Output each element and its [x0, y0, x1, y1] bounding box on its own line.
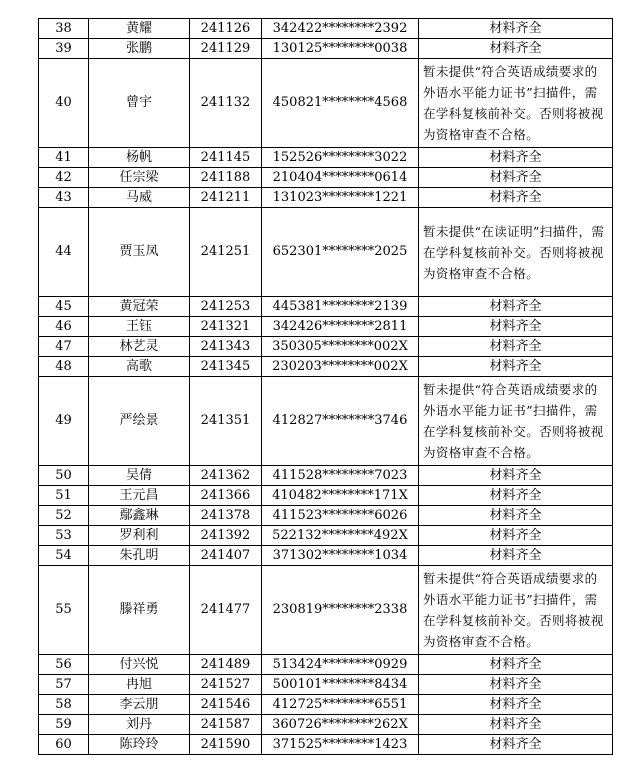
applicant-name: 黄耀 [89, 19, 190, 39]
row-index: 53 [39, 526, 89, 546]
applicant-number: 241211 [190, 188, 262, 208]
row-index: 43 [39, 188, 89, 208]
applicant-name: 李云朋 [89, 695, 190, 715]
applicant-name: 冉旭 [89, 675, 190, 695]
table-row [39, 715, 613, 735]
table-row [39, 695, 613, 715]
row-index: 60 [39, 735, 89, 755]
id-number: 410482********171X [262, 486, 419, 506]
row-index: 38 [39, 19, 89, 39]
applicant-number: 241345 [190, 357, 262, 377]
applicant-name: 罗利利 [89, 526, 190, 546]
id-number: 371525********1423 [262, 735, 419, 755]
review-note: 暂未提供“符合英语成绩要求的外语水平能力证书”扫描件，需在学科复核前补交。否则将被视为资格审查不合格。 [419, 377, 613, 466]
applicant-name: 滕祥勇 [89, 566, 190, 655]
review-table-body [39, 19, 613, 755]
applicant-number: 241477 [190, 566, 262, 655]
applicant-number: 241546 [190, 695, 262, 715]
applicant-name: 贾玉凤 [89, 208, 190, 297]
applicant-name: 曾宇 [89, 59, 190, 148]
applicant-name: 王元昌 [89, 486, 190, 506]
row-index: 48 [39, 357, 89, 377]
review-note: 材料齐全 [419, 297, 613, 317]
applicant-name: 任宗梁 [89, 168, 190, 188]
table-row [39, 188, 613, 208]
table-row [39, 208, 613, 297]
applicant-number: 241527 [190, 675, 262, 695]
table-row [39, 317, 613, 337]
review-note: 材料齐全 [419, 357, 613, 377]
applicant-number: 241392 [190, 526, 262, 546]
applicant-name: 付兴悦 [89, 655, 190, 675]
review-note: 材料齐全 [419, 695, 613, 715]
review-note: 材料齐全 [419, 675, 613, 695]
applicant-number: 241145 [190, 148, 262, 168]
review-note: 材料齐全 [419, 486, 613, 506]
id-number: 411523********6026 [262, 506, 419, 526]
applicant-number: 241351 [190, 377, 262, 466]
id-number: 500101********8434 [262, 675, 419, 695]
id-number: 371302********1034 [262, 546, 419, 566]
row-index: 59 [39, 715, 89, 735]
table-row [39, 19, 613, 39]
review-note: 材料齐全 [419, 526, 613, 546]
applicant-name: 黄冠荣 [89, 297, 190, 317]
row-index: 51 [39, 486, 89, 506]
applicant-name: 高歌 [89, 357, 190, 377]
row-index: 49 [39, 377, 89, 466]
id-number: 445381********2139 [262, 297, 419, 317]
review-note: 材料齐全 [419, 148, 613, 168]
review-note: 材料齐全 [419, 337, 613, 357]
applicant-name: 吴倩 [89, 466, 190, 486]
applicant-number: 241321 [190, 317, 262, 337]
applicant-name: 朱孔明 [89, 546, 190, 566]
applicant-number: 241378 [190, 506, 262, 526]
id-number: 450821********4568 [262, 59, 419, 148]
applicant-number: 241590 [190, 735, 262, 755]
review-note: 材料齐全 [419, 715, 613, 735]
row-index: 40 [39, 59, 89, 148]
table-row [39, 168, 613, 188]
review-note: 材料齐全 [419, 546, 613, 566]
table-row [39, 506, 613, 526]
table-row [39, 377, 613, 466]
row-index: 47 [39, 337, 89, 357]
id-number: 412725********6551 [262, 695, 419, 715]
applicant-name: 严绘景 [89, 377, 190, 466]
id-number: 360726********262X [262, 715, 419, 735]
table-row [39, 526, 613, 546]
row-index: 55 [39, 566, 89, 655]
review-note: 暂未提供“在读证明”扫描件，需在学科复核前补交。否则将被视为资格审查不合格。 [419, 208, 613, 297]
id-number: 513424********0929 [262, 655, 419, 675]
review-note: 材料齐全 [419, 19, 613, 39]
id-number: 412827********3746 [262, 377, 419, 466]
row-index: 41 [39, 148, 89, 168]
applicant-number: 241362 [190, 466, 262, 486]
applicant-name: 马威 [89, 188, 190, 208]
applicant-number: 241343 [190, 337, 262, 357]
review-table [38, 18, 613, 755]
review-note: 材料齐全 [419, 506, 613, 526]
id-number: 230819********2338 [262, 566, 419, 655]
applicant-name: 鄢鑫琳 [89, 506, 190, 526]
id-number: 522132********492X [262, 526, 419, 546]
id-number: 210404********0614 [262, 168, 419, 188]
row-index: 56 [39, 655, 89, 675]
table-row [39, 486, 613, 506]
applicant-number: 241126 [190, 19, 262, 39]
id-number: 230203********002X [262, 357, 419, 377]
table-row [39, 59, 613, 148]
table-row [39, 546, 613, 566]
review-note: 材料齐全 [419, 317, 613, 337]
id-number: 152526********3022 [262, 148, 419, 168]
applicant-name: 王钰 [89, 317, 190, 337]
table-row [39, 357, 613, 377]
review-note: 暂未提供“符合英语成绩要求的外语水平能力证书”扫描件，需在学科复核前补交。否则将被视为资格审查不合格。 [419, 566, 613, 655]
id-number: 342426********2811 [262, 317, 419, 337]
applicant-number: 241407 [190, 546, 262, 566]
applicant-name: 杨帆 [89, 148, 190, 168]
id-number: 350305********002X [262, 337, 419, 357]
table-row [39, 675, 613, 695]
table-row [39, 655, 613, 675]
row-index: 57 [39, 675, 89, 695]
applicant-number: 241188 [190, 168, 262, 188]
review-note: 材料齐全 [419, 188, 613, 208]
applicant-number: 241489 [190, 655, 262, 675]
applicant-number: 241253 [190, 297, 262, 317]
applicant-number: 241129 [190, 39, 262, 59]
table-row [39, 39, 613, 59]
applicant-number: 241251 [190, 208, 262, 297]
row-index: 58 [39, 695, 89, 715]
review-note: 材料齐全 [419, 655, 613, 675]
id-number: 342422********2392 [262, 19, 419, 39]
row-index: 46 [39, 317, 89, 337]
applicant-number: 241587 [190, 715, 262, 735]
table-row [39, 337, 613, 357]
id-number: 411528********7023 [262, 466, 419, 486]
applicant-number: 241366 [190, 486, 262, 506]
applicant-name: 陈玲玲 [89, 735, 190, 755]
applicant-name: 张鹏 [89, 39, 190, 59]
row-index: 42 [39, 168, 89, 188]
review-note: 暂未提供“符合英语成绩要求的外语水平能力证书”扫描件，需在学科复核前补交。否则将被视为资格审查不合格。 [419, 59, 613, 148]
id-number: 652301********2025 [262, 208, 419, 297]
applicant-name: 林艺灵 [89, 337, 190, 357]
applicant-name: 刘丹 [89, 715, 190, 735]
table-row [39, 297, 613, 317]
review-note: 材料齐全 [419, 39, 613, 59]
id-number: 131023********1221 [262, 188, 419, 208]
row-index: 54 [39, 546, 89, 566]
row-index: 50 [39, 466, 89, 486]
id-number: 130125********0038 [262, 39, 419, 59]
applicant-number: 241132 [190, 59, 262, 148]
review-note: 材料齐全 [419, 168, 613, 188]
row-index: 39 [39, 39, 89, 59]
row-index: 45 [39, 297, 89, 317]
row-index: 52 [39, 506, 89, 526]
review-note: 材料齐全 [419, 735, 613, 755]
row-index: 44 [39, 208, 89, 297]
table-row [39, 466, 613, 486]
review-note: 材料齐全 [419, 466, 613, 486]
table-row [39, 566, 613, 655]
table-row [39, 148, 613, 168]
table-row [39, 735, 613, 755]
